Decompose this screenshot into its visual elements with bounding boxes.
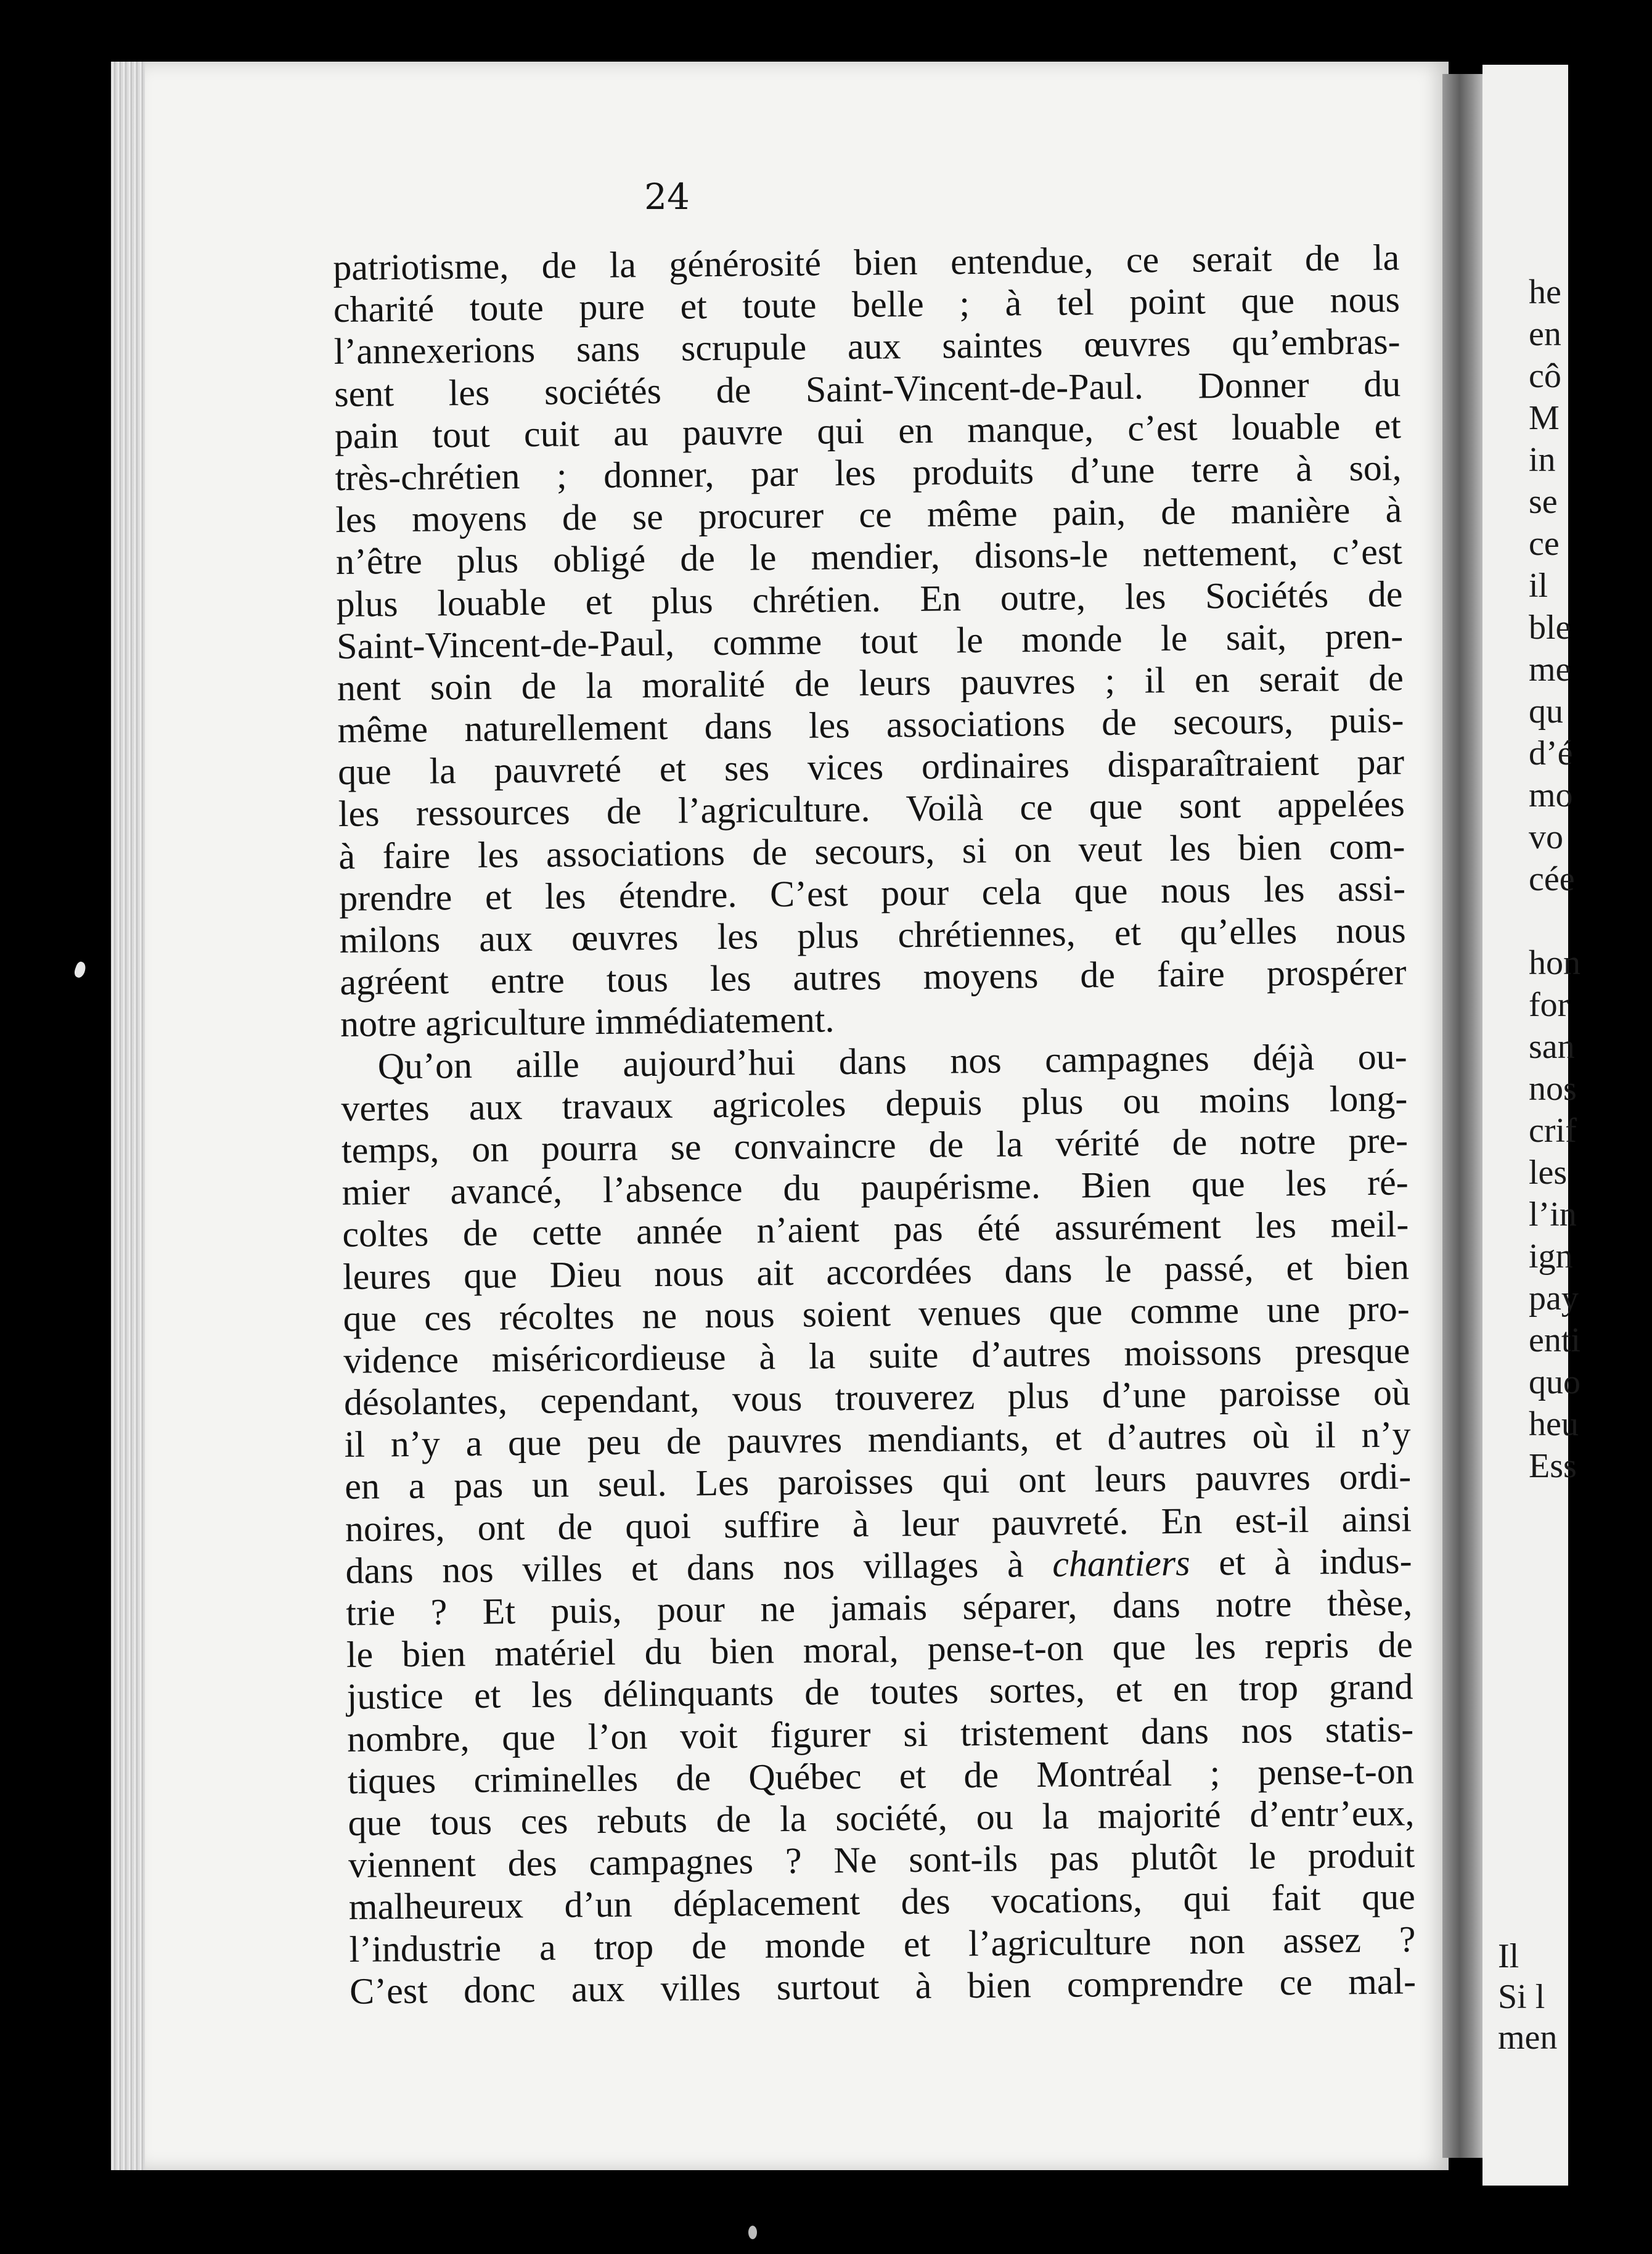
text-line: nent soin de la moralité de leurs pauvres ; il en serait de bbox=[337, 657, 1404, 708]
text-line: leures que Dieu nous ait accordées dans le passé, et bien bbox=[342, 1245, 1410, 1297]
text-line: nombre, que l’on voit figurer si tristement dans nos statis- bbox=[346, 1708, 1414, 1760]
facing-text-line: se bbox=[1529, 483, 1558, 521]
book-gutter bbox=[1442, 74, 1486, 2158]
text-line: les moyens de se procurer ce même pain, de manière à bbox=[335, 489, 1402, 541]
text-line: prendre et les étendre. C’est pour cela que nous les assi- bbox=[338, 867, 1406, 919]
text-line: que ces récoltes ne nous soient venues que comme une pro- bbox=[343, 1288, 1410, 1339]
text-line: trie ? Et puis, pour ne jamais séparer, dans notre thèse, bbox=[345, 1582, 1413, 1633]
text-line: pain tout cuit au pauvre qui en manque, c’est louable et bbox=[334, 405, 1402, 456]
text-line: agréent entre tous les autres moyens de faire prospérer bbox=[340, 951, 1407, 1003]
facing-text-line: Si l bbox=[1498, 1978, 1545, 2016]
page-body-text bbox=[333, 236, 1416, 2012]
italic-word: chantiers bbox=[1052, 1542, 1190, 1584]
text-line: viennent des campagnes ? Ne sont-ils pas plutôt le produit bbox=[348, 1834, 1415, 1886]
facing-text-line: nos bbox=[1529, 1070, 1577, 1108]
facing-text-line bbox=[1529, 900, 1652, 942]
facing-text-line: enti bbox=[1529, 1321, 1580, 1359]
text-line: vertes aux travaux agricoles depuis plus ou moins long- bbox=[341, 1078, 1408, 1129]
text-line: que tous ces rebuts de la société, ou la majorité d’entr’eux, bbox=[348, 1792, 1415, 1843]
facing-text-line: d’é bbox=[1529, 734, 1573, 773]
facing-text-line: pay bbox=[1529, 1279, 1579, 1318]
text-line: l’annexerions sans scrupule aux saintes œuvres qu’embras- bbox=[333, 321, 1401, 372]
text-line: Qu’on aille aujourd’hui dans nos campagnes déjà ou- bbox=[377, 1035, 1407, 1086]
facing-page-text-top bbox=[1529, 271, 1652, 1487]
facing-text-line: mo bbox=[1529, 776, 1573, 814]
text-line: en a pas un seul. Les paroisses qui ont leurs pauvres ordi- bbox=[344, 1456, 1412, 1507]
facing-text-line: qu bbox=[1529, 692, 1563, 731]
text-line: très-chrétien ; donner, par les produits d’une terre à soi, bbox=[335, 447, 1402, 498]
facing-text-line: me bbox=[1529, 650, 1571, 689]
scan-speck bbox=[73, 961, 88, 979]
text-line: Saint-Vincent-de-Paul, comme tout le monde le sait, pren- bbox=[336, 615, 1404, 666]
facing-text-line: ce bbox=[1529, 525, 1560, 563]
text-line: plus louable et plus chrétien. En outre, les Sociétés de bbox=[336, 573, 1403, 625]
text-line: noires, ont de quoi suffire à leur pauvreté. En est-il ainsi bbox=[345, 1498, 1412, 1549]
facing-text-line: l’in bbox=[1529, 1195, 1577, 1234]
text-line: sent les sociétés de Saint-Vincent-de-Paul. Donner du bbox=[333, 363, 1401, 414]
facing-text-line: en bbox=[1529, 315, 1561, 353]
text-line: notre agriculture immédiatement. bbox=[340, 999, 835, 1045]
facing-text-line: he bbox=[1529, 273, 1561, 311]
facing-text-line: cô bbox=[1529, 357, 1561, 395]
facing-text-line: quo bbox=[1529, 1363, 1580, 1401]
facing-text-line: heu bbox=[1529, 1405, 1579, 1443]
text-line: à faire les associations de secours, si on veut les bien com- bbox=[338, 825, 1405, 877]
facing-text-line: crif bbox=[1529, 1112, 1577, 1150]
facing-text-line: ble bbox=[1529, 609, 1571, 647]
facing-text-line: for bbox=[1529, 986, 1569, 1024]
scan-speck bbox=[748, 2226, 757, 2239]
text-line: le bien matériel du bien moral, pense-t-on que les repris de bbox=[346, 1624, 1413, 1676]
text-line: milons aux œuvres les plus chrétiennes, et qu’elles nous bbox=[339, 909, 1407, 961]
text-line: mier avancé, l’absence du paupérisme. Bien que les ré- bbox=[341, 1162, 1409, 1213]
text-line: même naturellement dans les associations de secours, puis- bbox=[337, 699, 1404, 751]
facing-text-line: men bbox=[1498, 2018, 1558, 2057]
facing-text-line: Il bbox=[1498, 1937, 1519, 1975]
facing-text-line: in bbox=[1529, 441, 1556, 479]
facing-text-line: ign bbox=[1529, 1237, 1573, 1276]
page-number: 24 bbox=[644, 176, 690, 218]
facing-text-line: Ess bbox=[1529, 1447, 1577, 1485]
facing-text-line: il bbox=[1529, 567, 1548, 605]
text-line: temps, on pourra se convaincre de la vérité de notre pre- bbox=[341, 1120, 1409, 1171]
text-line: tiques criminelles de Québec et de Montréal ; pense-t-on bbox=[347, 1750, 1415, 1801]
text-line: C’est donc aux villes surtout à bien comprendre ce mal- bbox=[349, 1960, 1417, 2012]
text-line: charité toute pure et toute belle ; à tel point que nous bbox=[333, 279, 1401, 330]
facing-text-line: san bbox=[1529, 1028, 1575, 1066]
text-line: dans nos villes et dans nos villages à chantiers et à indus- bbox=[345, 1540, 1412, 1591]
facing-text-line: cée bbox=[1529, 860, 1575, 898]
facing-text-line: M bbox=[1529, 399, 1560, 437]
text-line: vidence miséricordieuse à la suite d’autres moissons presque bbox=[343, 1330, 1410, 1381]
text-line: n’être plus obligé de le mendier, disons-le nettement, c’est bbox=[335, 531, 1403, 583]
facing-text-line: les bbox=[1529, 1154, 1568, 1192]
facing-text-line: vo bbox=[1529, 818, 1563, 856]
text-line: désolantes, cependant, vous trouverez plus d’une paroisse où bbox=[343, 1372, 1411, 1423]
text-line: justice et les délinquants de toutes sortes, et en trop grand bbox=[346, 1666, 1413, 1718]
text-line: il n’y a que peu de pauvres mendiants, et d’autres où il n’y bbox=[344, 1414, 1411, 1465]
facing-page-text-bottom bbox=[1498, 1936, 1621, 2058]
facing-text-line: hon bbox=[1529, 944, 1580, 982]
text-line: les ressources de l’agriculture. Voilà ce que sont appelées bbox=[338, 783, 1405, 835]
text-line: que la pauvreté et ses vices ordinaires disparaîtraient par bbox=[337, 741, 1405, 793]
text-line: l’industrie a trop de monde et l’agriculture non assez ? bbox=[349, 1918, 1416, 1970]
text-line: patriotisme, de la générosité bien entendue, ce serait de la bbox=[333, 237, 1400, 288]
text-line: malheureux d’un déplacement des vocations, qui fait que bbox=[348, 1876, 1416, 1928]
text-line: coltes de cette année n’aient pas été assurément les meil- bbox=[342, 1203, 1409, 1255]
